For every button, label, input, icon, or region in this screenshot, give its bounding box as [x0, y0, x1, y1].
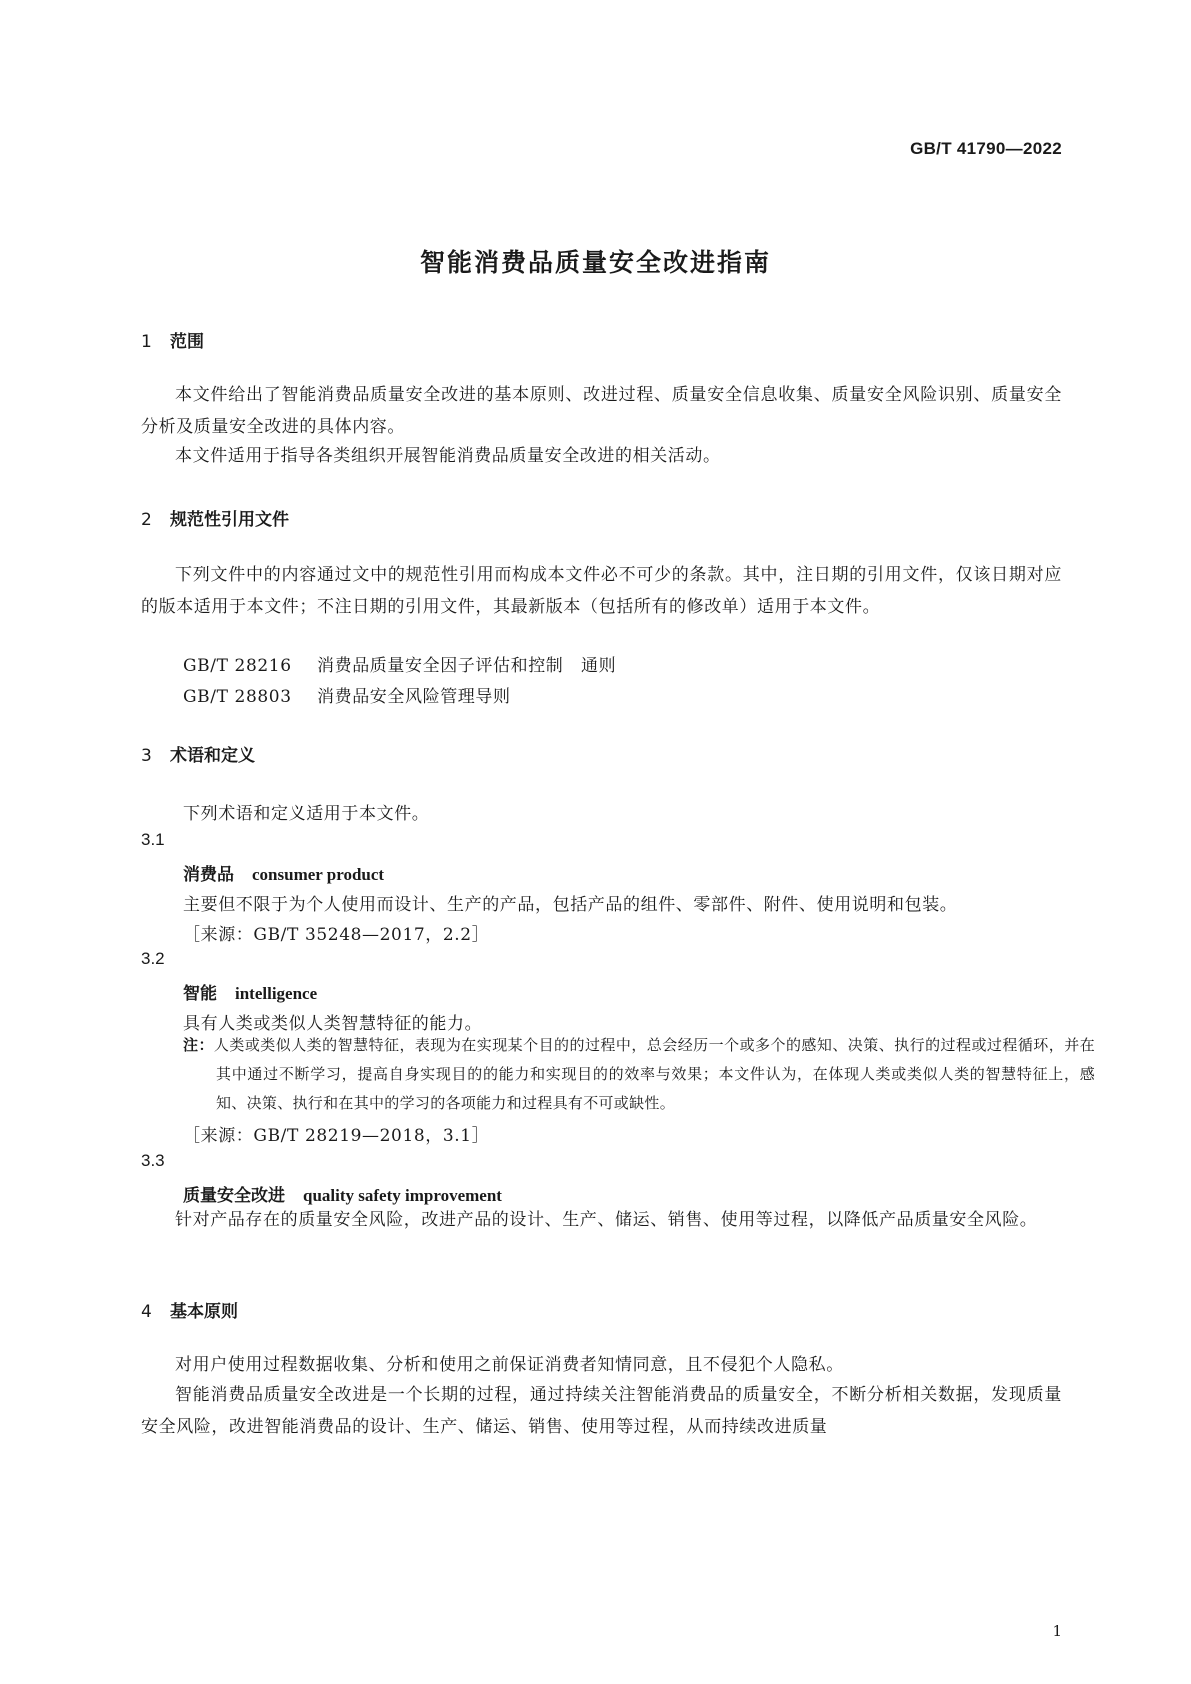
section-2-heading: [141, 505, 289, 530]
term-3-1-name: [183, 860, 384, 885]
term-zh: 质量安全改进: [183, 1186, 285, 1206]
section-1-paragraph-2: 本文件适用于指导各类组织开展智能消费品质量安全改进的相关活动。: [175, 446, 721, 466]
section-4-title: 基本原则: [170, 1302, 238, 1322]
term-zh: 消费品: [183, 865, 234, 885]
term-en: consumer product: [252, 865, 385, 884]
term-3-2-definition: 具有人类或类似人类智慧特征的能力。: [183, 1014, 483, 1034]
section-2-paragraph-1: 下列文件中的内容通过文中的规范性引用而构成本文件必不可少的条款。其中，注日期的引用文件，仅该日期对应的版本适用于本文件；不注日期的引用文件，其最新版本（包括所有的修改单）适用于本文件。: [141, 565, 1062, 617]
term-3-2-source: ［来源：GB/T 28219—2018，3.1］: [183, 1126, 490, 1146]
section-4-paragraph-1: 对用户使用过程数据收集、分析和使用之前保证消费者知情同意，且不侵犯个人隐私。: [175, 1355, 844, 1375]
section-1-title: 范围: [170, 332, 204, 352]
section-2-title: 规范性引用文件: [170, 510, 289, 530]
term-zh: 智能: [183, 984, 217, 1004]
section-3-intro: 下列术语和定义适用于本文件。: [183, 804, 430, 824]
term-3-3-number: 3.3: [141, 1151, 165, 1170]
section-1-number: 1: [141, 332, 152, 352]
reference-code: GB/T 28803: [183, 687, 292, 707]
note-label: 注：: [183, 1036, 214, 1054]
term-3-1-number: 3.1: [141, 830, 165, 849]
normative-reference-2: [183, 682, 511, 707]
page-number: 1: [1052, 1622, 1062, 1640]
note-text: 人类或类似人类的智慧特征，表现为在实现某个目的的过程中，总会经历一个或多个的感知、决策、执行的过程或过程循环，并在其中通过不断学习，提高自身实现目的的能力和实现目的的效率与效果；本文件认为，在体现人类或类似人类的智慧特征上，感知、决策、执行和在其中的学习的各项能力和过程具有不可或缺性。: [213, 1036, 1095, 1112]
term-3-3-definition: 针对产品存在的质量安全风险，改进产品的设计、生产、储运、销售、使用等过程，以降低产品质量安全风险。: [175, 1210, 1038, 1230]
reference-title: 消费品安全风险管理导则: [317, 687, 511, 707]
document-title: 智能消费品质量安全改进指南: [419, 248, 771, 277]
section-4-heading: [141, 1297, 238, 1322]
normative-reference-1: [183, 651, 616, 676]
reference-title: 消费品质量安全因子评估和控制 通则: [317, 656, 617, 676]
term-3-2-name: [183, 979, 317, 1004]
standard-code: GB/T 41790—2022: [910, 139, 1062, 158]
reference-code: GB/T 28216: [183, 656, 292, 676]
section-4-paragraph-2: 智能消费品质量安全改进是一个长期的过程，通过持续关注智能消费品的质量安全，不断分析相关数据，发现质量安全风险，改进智能消费品的设计、生产、储运、销售、使用等过程，从而持续改进质量: [141, 1385, 1062, 1437]
term-3-1-definition: 主要但不限于为个人使用而设计、生产的产品，包括产品的组件、零部件、附件、使用说明和包装。: [183, 895, 958, 915]
section-1-paragraph-1: 本文件给出了智能消费品质量安全改进的基本原则、改进过程、质量安全信息收集、质量安全风险识别、质量安全分析及质量安全改进的具体内容。: [141, 385, 1062, 437]
section-3-heading: [141, 741, 255, 766]
term-3-2-number: 3.2: [141, 949, 165, 968]
term-3-1-source: ［来源：GB/T 35248—2017，2.2］: [183, 925, 490, 945]
term-3-3-name: [183, 1181, 502, 1206]
section-3-title: 术语和定义: [170, 746, 255, 766]
section-1-heading: [141, 327, 204, 352]
term-en: intelligence: [235, 984, 318, 1003]
section-3-number: 3: [141, 746, 152, 766]
section-2-number: 2: [141, 510, 152, 530]
term-en: quality safety improvement: [303, 1186, 502, 1205]
term-3-2-note: [183, 1031, 1095, 1118]
section-4-number: 4: [141, 1302, 152, 1322]
